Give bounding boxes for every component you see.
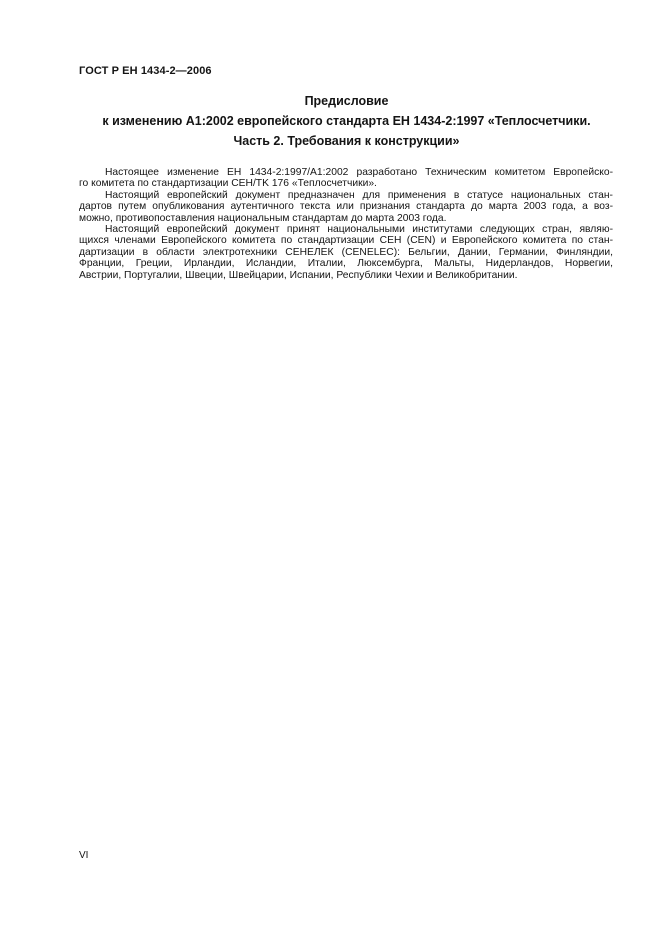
paragraph-3-line-2: щихся членами Европейского комитета по стандартизации CEH (CEN) и Европейского комитета по стан- bbox=[79, 235, 613, 247]
foreword-subtitle-line-1: к изменению А1:2002 европейского стандарта ЕН 1434-2:1997 «Теплосчетчики. bbox=[102, 114, 591, 128]
paragraph-3-line-1: Настоящий европейский документ принят национальными институтами следующих стран, являю- bbox=[105, 223, 613, 235]
foreword-title: Предисловие bbox=[304, 94, 389, 108]
foreword-subtitle-line-2: Часть 2. Требования к конструкции» bbox=[233, 134, 460, 148]
paragraph-2-line-1: Настоящий европейский документ предназначен для применения в статусе национальных стан- bbox=[105, 189, 613, 201]
paragraph-2-line-3: можно, противопоставления национальным стандартам до марта 2003 года. bbox=[79, 212, 447, 224]
document-code: ГОСТ Р ЕН 1434-2—2006 bbox=[79, 65, 212, 77]
paragraph-3-line-4: Франции, Греции, Ирландии, Исландии, Италии, Люксембурга, Мальты, Нидерландов, Норвегии, bbox=[79, 258, 613, 270]
paragraph-1-line-1: Настоящее изменение ЕН 1434-2:1997/А1:2002 разработано Техническим комитетом Европейско- bbox=[105, 167, 613, 178]
paragraph-2-line-2: дартов путем опубликования аутентичного текста или признания стандарта до марта 2003 года, а воз- bbox=[79, 201, 613, 213]
paragraph-3-line-3: дартизации в области электротехники CEHЕЛЕК (CENELEC): Бельгии, Дании, Германии, Финляндии, bbox=[79, 246, 613, 258]
paragraph-1-line-2: го комитета по стандартизации CEH/TK 176 «Теплосчетчики». bbox=[79, 178, 377, 190]
paragraph-3-line-5: Австрии, Португалии, Швеции, Швейцарии, Испании, Республики Чехии и Великобритании. bbox=[79, 269, 518, 281]
foreword-body bbox=[79, 167, 613, 281]
page-number: VI bbox=[79, 850, 89, 861]
